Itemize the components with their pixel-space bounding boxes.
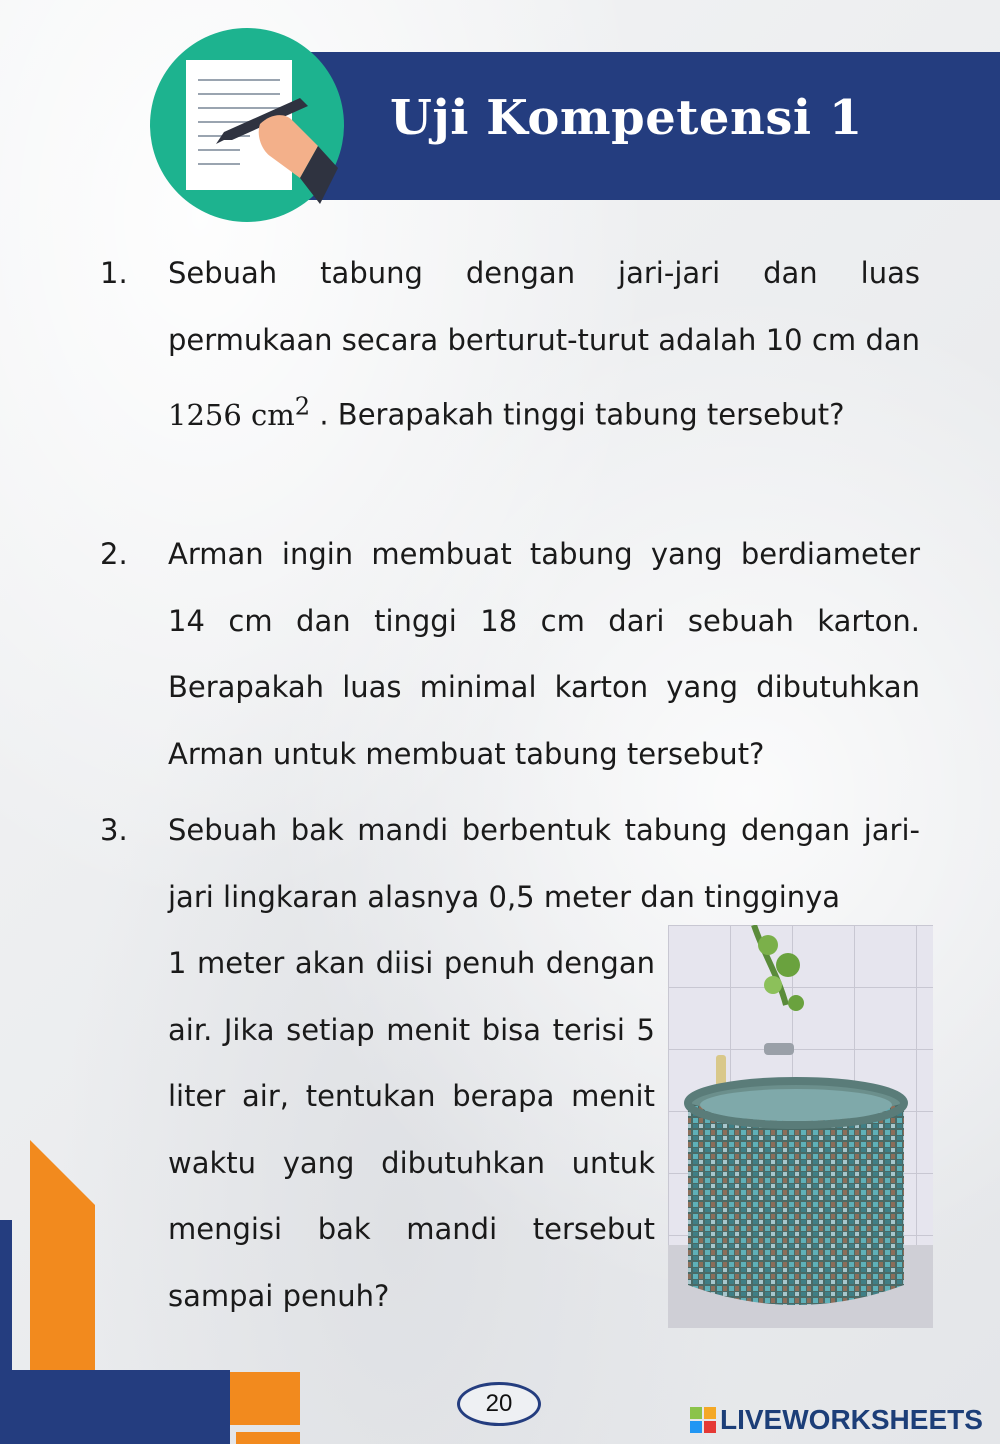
question-1 (100, 240, 920, 448)
math-value: 1256 cm (168, 397, 295, 432)
brand-logo[interactable] (690, 1402, 983, 1438)
question-2 (100, 521, 920, 787)
liveworksheets-icon (690, 1407, 716, 1433)
question-text-part: . Berapakah tinggi tabung tersebut? (310, 397, 845, 432)
writing-hand-icon (150, 28, 344, 222)
page-number: 20 (457, 1382, 541, 1426)
math-expression (168, 392, 311, 432)
question-text: Sebuah bak mandi berbentuk tabung dengan jari-jari lingkaran alasnya 0,5 meter dan tingginya (168, 813, 920, 914)
decorative-corner-shapes (0, 1130, 300, 1444)
math-exponent: 2 (294, 392, 311, 420)
question-text (168, 240, 920, 448)
question-number: 3. (100, 813, 128, 847)
question-text-wrapped: 1 meter akan diisi penuh dengan air. Jika setiap menit bisa terisi 5 liter air, tentukan berapa menit waktu yang dibutuhkan untuk mengisi bak mandi tersebut sampai penuh? (168, 946, 655, 1313)
question-text-part: Sebuah tabung dengan jari-jari dan luas permukaan secara berturut-turut adalah 10 cm dan (168, 256, 920, 357)
question-text: Arman ingin membuat tabung yang berdiameter 14 cm dan tinggi 18 cm dari sebuah karton. Berapakah luas minimal karton yang dibutuhkan Arman untuk membuat tabung tersebut? (168, 537, 920, 771)
mosaic-bathtub-image (668, 925, 933, 1328)
brand-name: LIVEWORKSHEETS (720, 1404, 983, 1435)
question-number: 1. (100, 256, 128, 290)
page-title: Uji Kompetensi 1 (390, 90, 863, 146)
question-number: 2. (100, 537, 128, 571)
